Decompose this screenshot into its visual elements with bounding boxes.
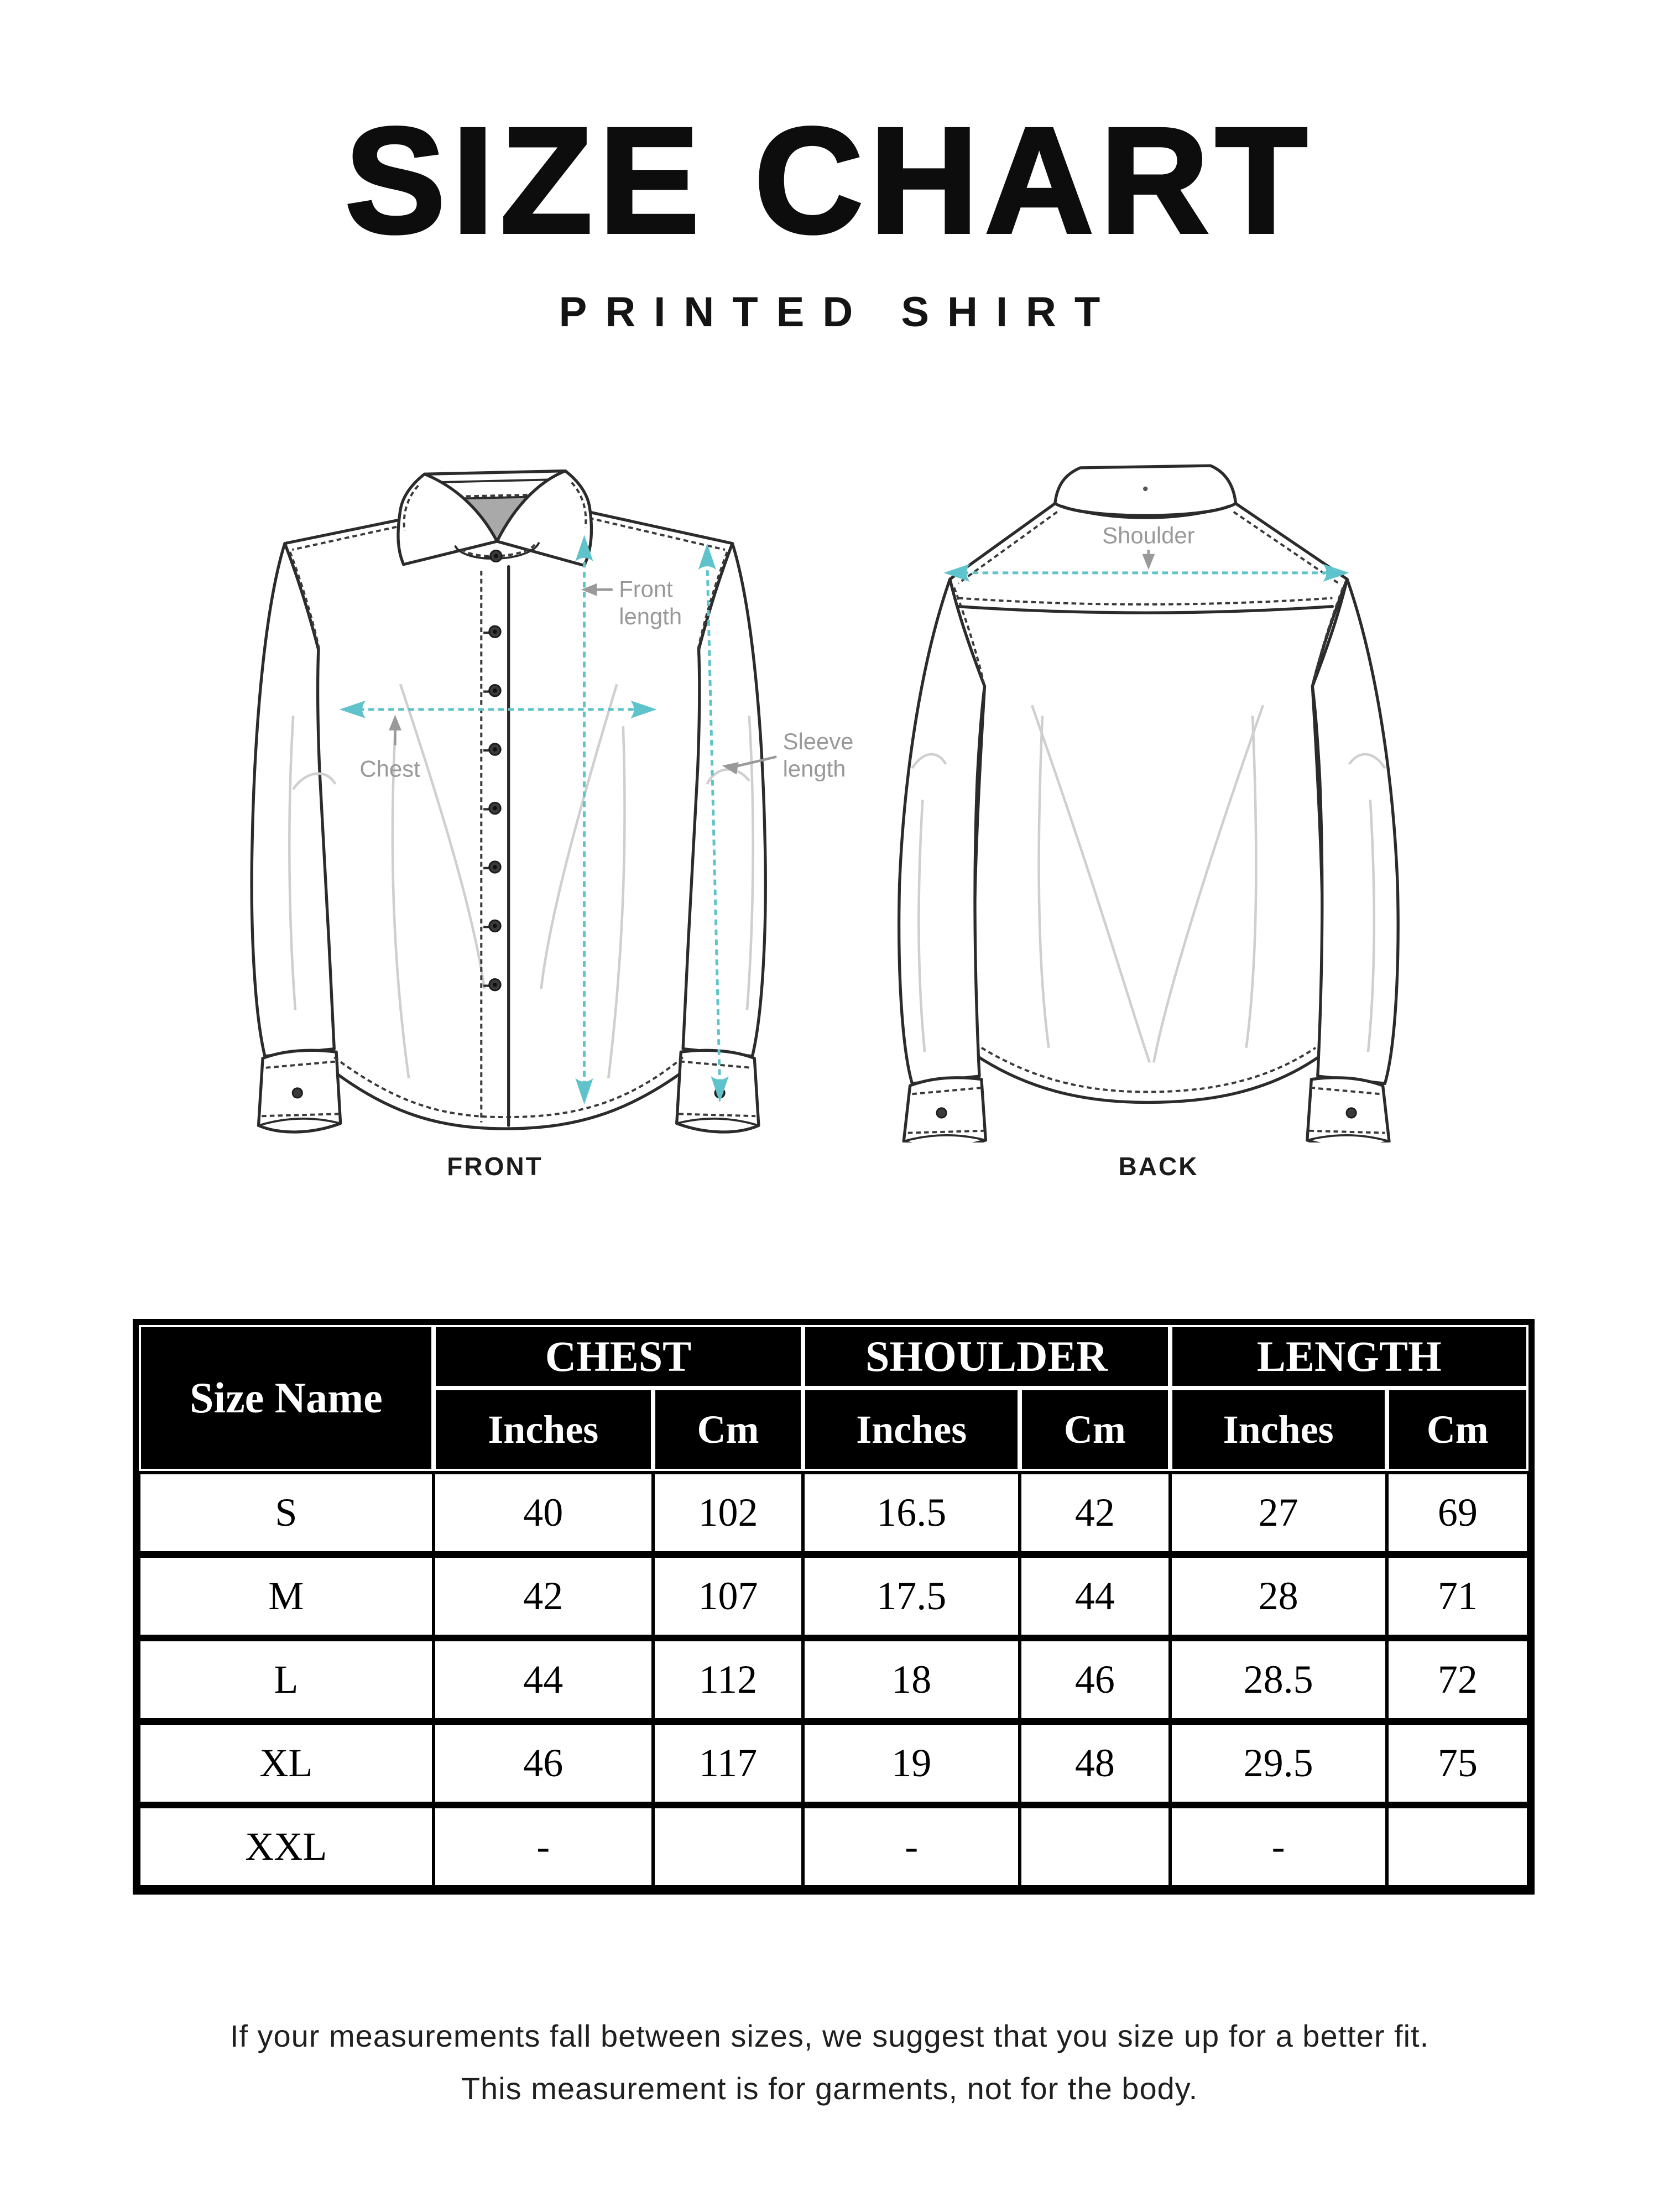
table-cell	[653, 1805, 803, 1888]
footer-note	[0, 2010, 1659, 2115]
table-cell: 117	[653, 1721, 803, 1805]
back-right-sleeve	[1312, 579, 1398, 1083]
table-cell	[1020, 1805, 1170, 1888]
unit-header: Inches	[803, 1388, 1020, 1471]
table-cell: -	[1170, 1805, 1387, 1888]
back-right-cuff-button	[1347, 1108, 1356, 1118]
table-row-m	[139, 1554, 1528, 1638]
back-collar	[1055, 466, 1236, 516]
table-cell: 19	[803, 1721, 1020, 1805]
size-table	[133, 1319, 1535, 1895]
table-cell: -	[434, 1805, 653, 1888]
page-title: SIZE CHART	[345, 96, 1314, 264]
back-caption: BACK	[1118, 1152, 1199, 1181]
unit-header: Cm	[1387, 1388, 1528, 1471]
table-group-header-row	[139, 1325, 1528, 1388]
front-shirt-drawing	[232, 463, 863, 1142]
svg-text:Sleeve: Sleeve	[782, 728, 854, 755]
table-cell: 102	[653, 1471, 803, 1554]
table-row-l	[139, 1638, 1528, 1721]
table-cell: 71	[1387, 1554, 1528, 1638]
svg-text:Front: Front	[619, 576, 673, 602]
table-cell	[1387, 1805, 1528, 1888]
unit-header: Inches	[1170, 1388, 1387, 1471]
table-cell: 40	[434, 1471, 653, 1554]
group-header-chest: CHEST	[434, 1325, 803, 1388]
table-cell: 69	[1387, 1471, 1528, 1554]
table-cell: 44	[1020, 1554, 1170, 1638]
back-shirt-drawing	[885, 463, 1515, 1142]
table-cell: 48	[1020, 1721, 1170, 1805]
size-name-cell: L	[139, 1638, 434, 1721]
group-header-shoulder: SHOULDER	[803, 1325, 1170, 1388]
group-header-length: LENGTH	[1170, 1325, 1528, 1388]
back-left-sleeve	[899, 579, 985, 1083]
table-cell: 28.5	[1170, 1638, 1387, 1721]
unit-header: Inches	[434, 1388, 653, 1471]
size-name-cell: XL	[139, 1721, 434, 1805]
table-cell: 27	[1170, 1471, 1387, 1554]
front-caption: FRONT	[447, 1152, 543, 1181]
table-cell: 16.5	[803, 1471, 1020, 1554]
table-cell: 17.5	[803, 1554, 1020, 1638]
svg-text:length: length	[782, 755, 846, 782]
svg-text:length: length	[619, 603, 682, 629]
table-cell: -	[803, 1805, 1020, 1888]
back-body	[950, 504, 1347, 1103]
corner-header-cell: Size Name	[139, 1325, 434, 1471]
size-name-cell: S	[139, 1471, 434, 1554]
table-cell: 28	[1170, 1554, 1387, 1638]
front-left-cuff-button	[293, 1088, 302, 1098]
footer-line-2: This measurement is for garments, not for the body.	[461, 2071, 1198, 2106]
table-cell: 29.5	[1170, 1721, 1387, 1805]
back-left-cuff-button	[937, 1108, 946, 1118]
table-cell: 44	[434, 1638, 653, 1721]
table-row-xl	[139, 1721, 1528, 1805]
table-cell: 46	[1020, 1638, 1170, 1721]
unit-header: Cm	[653, 1388, 803, 1471]
table-cell: 75	[1387, 1721, 1528, 1805]
table-cell: 42	[1020, 1471, 1170, 1554]
table-row-xxl	[139, 1805, 1528, 1888]
page-subtitle: PRINTED SHIRT	[559, 289, 1119, 336]
table-cell: 107	[653, 1554, 803, 1638]
svg-text:Shoulder: Shoulder	[1102, 522, 1195, 549]
table-cell: 18	[803, 1638, 1020, 1721]
table-cell: 112	[653, 1638, 803, 1721]
front-collar	[398, 471, 592, 566]
table-cell: 46	[434, 1721, 653, 1805]
table-row-s	[139, 1471, 1528, 1554]
size-name-cell: XXL	[139, 1805, 434, 1888]
size-name-cell: M	[139, 1554, 434, 1638]
table-cell: 42	[434, 1554, 653, 1638]
unit-header: Cm	[1020, 1388, 1170, 1471]
table-cell: 72	[1387, 1638, 1528, 1721]
footer-line-1: If your measurements fall between sizes, we suggest that you size up for a better fit.	[229, 2018, 1430, 2053]
svg-text:Chest: Chest	[359, 755, 420, 782]
